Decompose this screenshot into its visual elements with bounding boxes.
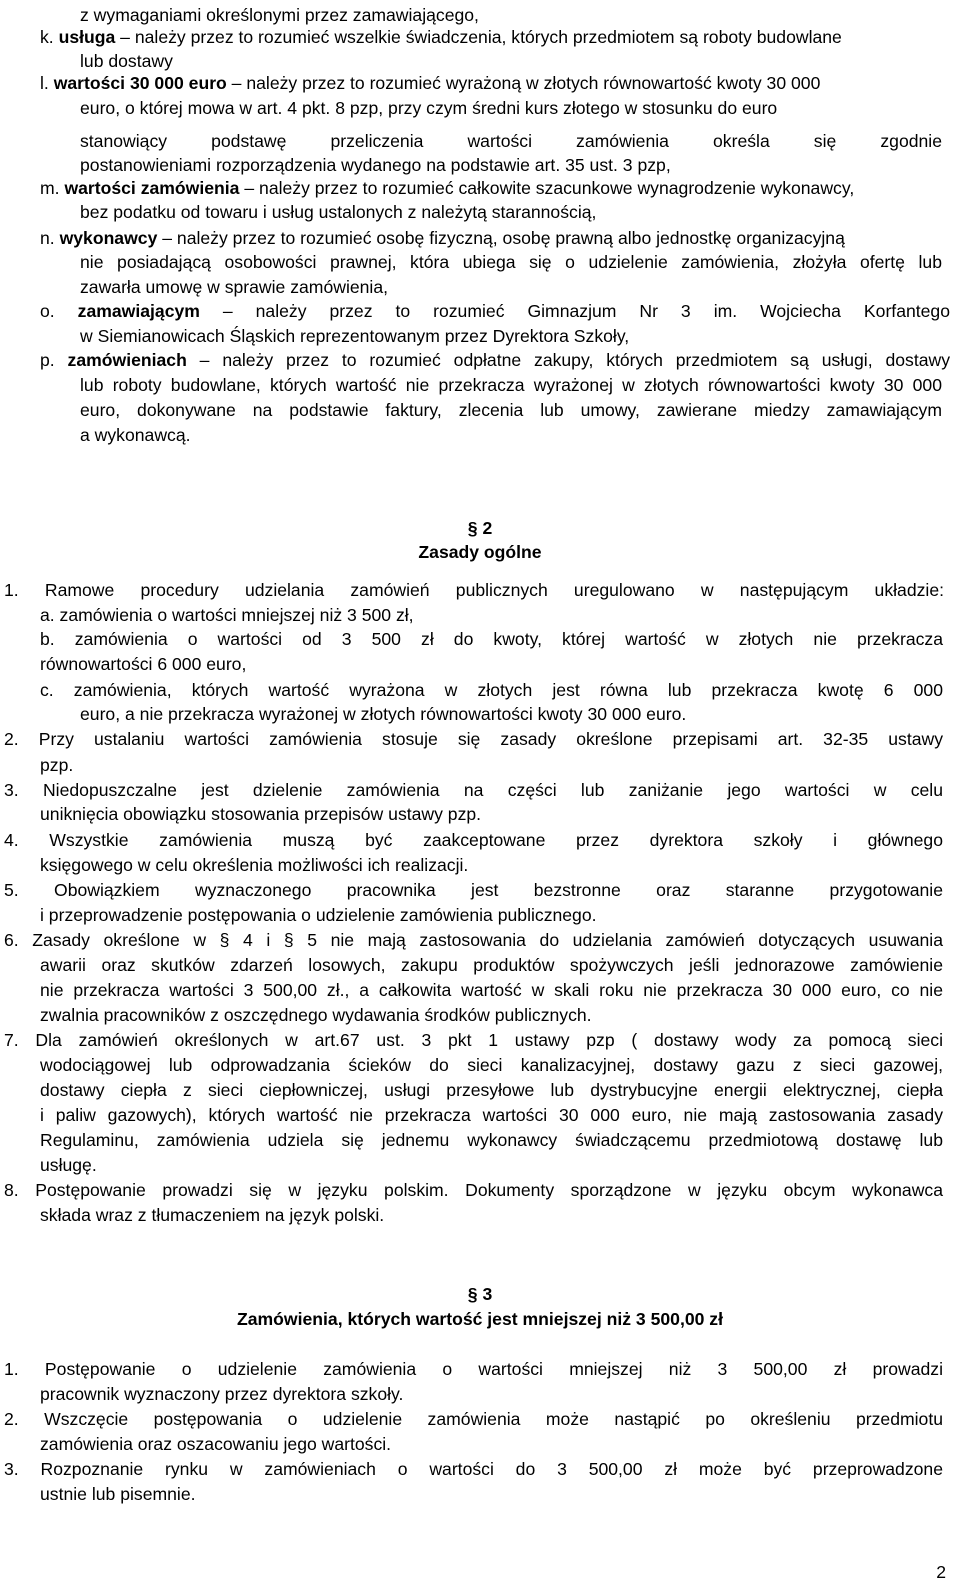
text-run: 1. Ramowe procedury udzielania zamówień publicznych uregulowano w następującym układzie:	[4, 580, 944, 600]
text-line	[40, 1483, 196, 1505]
text-line	[40, 300, 950, 322]
text-run: wodociągowej lub odprowadzania ścieków do sieci kanalizacyjnej, dostawy gazu z sieci gazowej,	[40, 1055, 943, 1075]
text-line	[80, 251, 942, 273]
text-line	[4, 829, 943, 851]
text-line	[40, 628, 943, 650]
text-run: dostawy ciepła z sieci ciepłowniczej, usługi przesyłowe lub dystrybucyjne energii elektrycznej, ciepła	[40, 1080, 943, 1100]
text-line	[4, 579, 944, 601]
text-line	[40, 227, 845, 249]
text-run: p.	[40, 350, 68, 370]
text-line	[40, 1104, 943, 1126]
text-run: pzp.	[40, 755, 74, 775]
text-line	[80, 50, 173, 72]
text-run: i przeprowadzenie postępowania o udzielenie zamówienia publicznego.	[40, 905, 597, 925]
text-run: k.	[40, 27, 59, 47]
text-run: ustnie lub pisemnie.	[40, 1484, 196, 1504]
text-run: euro, a nie przekracza wyrażonej w złotych równowartości kwoty 30 000 euro.	[80, 704, 687, 724]
section-3-number: § 3	[467, 1284, 493, 1304]
text-run: – należy przez to rozumieć wyrażoną w złotych równowartość kwoty 30 000	[226, 73, 821, 93]
text-line	[40, 604, 414, 626]
text-line	[80, 374, 942, 396]
defined-term: usługa	[58, 27, 116, 47]
section-3-title: Zamówienia, których wartość jest mniejszej niż 3 500,00 zł	[237, 1309, 723, 1329]
text-line	[40, 904, 597, 926]
text-line	[40, 177, 854, 199]
text-line	[40, 979, 943, 1001]
section-2-number: § 2	[467, 518, 493, 538]
text-run: stanowiący podstawę przeliczenia wartości zamówienia określa się zgodnie	[80, 131, 942, 151]
text-line	[80, 130, 942, 152]
text-line	[40, 803, 481, 825]
text-run: euro, o której mowa w art. 4 pkt. 8 pzp, przy czym średni kurs złotego w stosunku do euro	[80, 98, 778, 118]
text-run: i paliw gazowych), których wartość nie przekracza wartości 30 000 euro, nie mają zastosowania zasady	[40, 1105, 943, 1125]
text-run: składa wraz z tłumaczeniem na język polski.	[40, 1205, 385, 1225]
text-line	[4, 728, 943, 750]
text-line	[40, 26, 842, 48]
text-run: Regulaminu, zamówienia udziela się jednemu wykonawcy świadczącemu przedmiotową dostawę lub	[40, 1130, 943, 1150]
text-line	[4, 929, 943, 951]
text-run: 4. Wszystkie zamówienia muszą być zaakceptowane przez dyrektora szkoły i głównego	[4, 830, 943, 850]
text-line	[40, 754, 73, 776]
text-line	[40, 679, 943, 701]
text-line	[4, 1179, 943, 1201]
text-run: euro, dokonywane na podstawie faktury, zlecenia lub umowy, zawierane miedzy zamawiającym	[80, 400, 942, 420]
text-line	[80, 154, 671, 176]
text-line	[40, 1079, 943, 1101]
text-run: z wymaganiami określonymi przez zamawiającego,	[80, 5, 479, 25]
text-run: n.	[40, 228, 60, 248]
text-line	[40, 1204, 384, 1226]
text-run: zawarła umowę w sprawie zamówienia,	[80, 277, 389, 297]
text-run: 6. Zasady określone w § 4 i § 5 nie mają zastosowania do udzielania zamówień dotyczących usuwania	[4, 930, 943, 950]
text-line	[40, 72, 820, 94]
text-line	[40, 653, 246, 675]
text-run: c. zamówienia, których wartość wyrażona w złotych jest równa lub przekracza kwotę 6 000	[40, 680, 943, 700]
text-line	[4, 879, 943, 901]
text-run: 7. Dla zamówień określonych w art.67 ust. 3 pkt 1 ustawy pzp ( dostawy wody za pomocą sieci	[4, 1030, 943, 1050]
page-number: 2	[936, 1562, 946, 1582]
text-line	[40, 1004, 592, 1026]
defined-term: wartości zamówienia	[64, 178, 240, 198]
defined-term: wartości 30 000 euro	[53, 73, 227, 93]
text-line	[40, 1383, 403, 1405]
text-run: – należy przez to rozumieć wszelkie świadczenia, których przedmiotem są roboty budowlane	[115, 27, 842, 47]
text-run: zwalnia pracowników z oszczędnego wydawania środków publicznych.	[40, 1005, 592, 1025]
text-run: usługę.	[40, 1155, 97, 1175]
text-run: a wykonawcą.	[80, 425, 191, 445]
text-run: – należy przez to rozumieć osobę fizyczną, osobę prawną albo jednostkę organizacyjną	[157, 228, 845, 248]
text-line	[80, 703, 686, 725]
text-line	[4, 1458, 943, 1480]
text-run: – należy przez to rozumieć odpłatne zakupy, których przedmiotem są usługi, dostawy	[186, 350, 950, 370]
text-run: o.	[40, 301, 78, 321]
text-run: uniknięcia obowiązku stosowania przepisów ustawy pzp.	[40, 804, 482, 824]
text-run: m.	[40, 178, 65, 198]
text-run: nie posiadającą osobowości prawnej, która ubiega się o udzielenie zamówienia, złożyła ofertę lub	[80, 252, 942, 272]
text-run: lub dostawy	[80, 51, 173, 71]
defined-term: wykonawcy	[59, 228, 158, 248]
text-line	[80, 97, 777, 119]
text-run: 2. Wszczęcie postępowania o udzielenie zamówienia może nastąpić po określeniu przedmiotu	[4, 1409, 943, 1429]
text-run: postanowieniami rozporządzenia wydanego na podstawie art. 35 ust. 3 pzp,	[80, 155, 671, 175]
text-line	[80, 276, 388, 298]
text-run: bez podatku od towaru i usług ustalonych z należytą starannością,	[80, 202, 597, 222]
text-line	[80, 424, 191, 446]
text-run: 5. Obowiązkiem wyznaczonego pracownika jest bezstronne oraz staranne przygotowanie	[4, 880, 943, 900]
text-run: 8. Postępowanie prowadzi się w języku polskim. Dokumenty sporządzone w języku obcym wykonawca	[4, 1180, 943, 1200]
text-run: awarii oraz skutków zdarzeń losowych, zakupu produktów spożywczych jeśli jednorazowe zamówienie	[40, 955, 943, 975]
text-line	[40, 954, 943, 976]
text-line	[40, 1129, 943, 1151]
text-run: 1. Postępowanie o udzielenie zamówienia o wartości mniejszej niż 3 500,00 zł prowadzi	[4, 1359, 943, 1379]
text-line	[4, 779, 943, 801]
text-line	[40, 854, 468, 876]
defined-term: zamawiającym	[77, 301, 200, 321]
text-line	[40, 1433, 391, 1455]
text-run: a. zamówienia o wartości mniejszej niż 3 500 zł,	[40, 605, 414, 625]
text-line	[40, 349, 950, 371]
text-line	[80, 4, 479, 26]
text-run: b. zamówienia o wartości od 3 500 zł do kwoty, której wartość w złotych nie przekracza	[40, 629, 943, 649]
text-run: w Siemianowicach Śląskich reprezentowanym przez Dyrektora Szkoły,	[80, 326, 630, 346]
text-line	[80, 325, 629, 347]
text-line	[4, 1358, 943, 1380]
text-line	[80, 399, 942, 421]
text-run: lub roboty budowlane, których wartość nie przekracza wyrażonej w złotych równowartości kwoty 30 000	[80, 375, 942, 395]
text-run: 2. Przy ustalaniu wartości zamówienia stosuje się zasady określone przepisami art. 32-35 ustawy	[4, 729, 943, 749]
text-run: 3. Niedopuszczalne jest dzielenie zamówienia na części lub zaniżanie jego wartości w celu	[4, 780, 943, 800]
text-line	[4, 1408, 943, 1430]
text-line	[40, 1054, 943, 1076]
text-line	[40, 1154, 97, 1176]
text-line	[4, 1029, 943, 1051]
defined-term: zamówieniach	[67, 350, 187, 370]
text-run: równowartości 6 000 euro,	[40, 654, 247, 674]
text-run: nie przekracza wartości 3 500,00 zł., a całkowita wartość w skali roku nie przekracza 30 000 euro, co nie	[40, 980, 943, 1000]
text-run: 3. Rozpoznanie rynku w zamówieniach o wartości do 3 500,00 zł może być przeprowadzone	[4, 1459, 943, 1479]
text-run: – należy przez to rozumieć Gimnazjum Nr 3 im. Wojciecha Korfantego	[199, 301, 951, 321]
text-run: księgowego w celu określenia możliwości ich realizacji.	[40, 855, 469, 875]
text-run: pracownik wyznaczony przez dyrektora szkoły.	[40, 1384, 404, 1404]
section-2-title: Zasady ogólne	[418, 542, 542, 562]
text-line	[80, 201, 596, 223]
text-run: zamówienia oraz oszacowaniu jego wartości.	[40, 1434, 392, 1454]
text-run: – należy przez to rozumieć całkowite szacunkowe wynagrodzenie wykonawcy,	[239, 178, 855, 198]
text-run: l.	[40, 73, 54, 93]
